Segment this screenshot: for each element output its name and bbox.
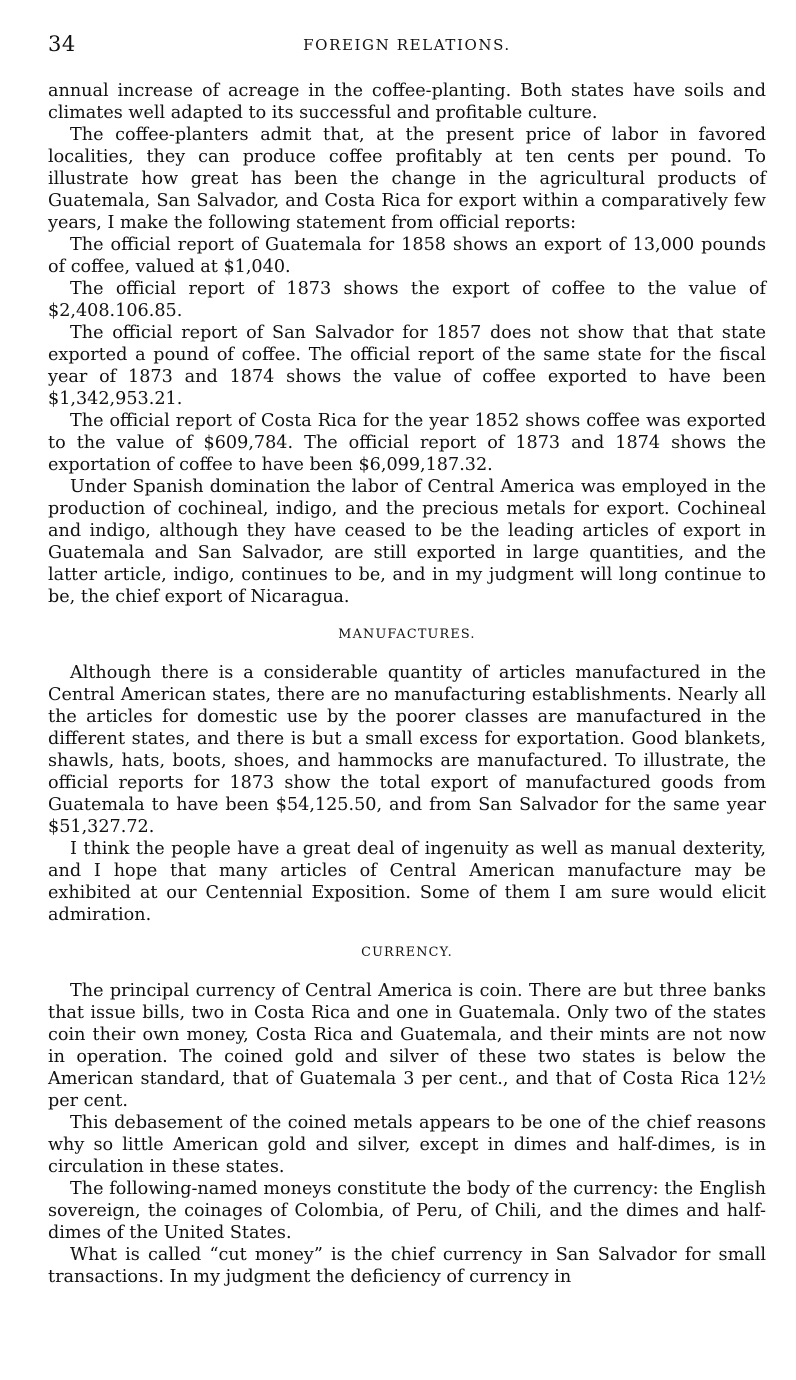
page-header [48, 32, 766, 64]
paragraph: The principal currency of Central America is coin. There are but three banks that issue bills, two in Costa Rica and one in Guatemala. Only two of the states coin their own money, Costa Rica and Guatemala, and their mints are not now in operation. The coined gold and silver of these two states is below the American standard, that of Guatemala 3 per cent., and that of Costa Rica 12½ per cent. [48, 981, 766, 1111]
section-heading-manufactures: MANUFACTURES. [338, 627, 476, 642]
intro-section [48, 80, 766, 608]
section-heading-currency: CURRENCY. [361, 945, 453, 960]
paragraph: What is called “cut money” is the chief currency in San Salvador for small transactions. In my judgment the deficiency of currency in [48, 1245, 766, 1287]
running-title: FOREIGN RELATIONS. [303, 36, 511, 54]
paragraph: The official report of Costa Rica for the year 1852 shows coffee was exported to the value of $609,784. The official report of 1873 and 1874 shows the exportation of coffee to have been $6,099,187.32. [48, 411, 766, 475]
paragraph: The official report of San Salvador for 1857 does not show that that state exported a pound of coffee. The official report of the same state for the fiscal year of 1873 and 1874 shows the value of coffee exported to have been $1,342,953.21. [48, 323, 766, 409]
paragraph: Under Spanish domination the labor of Central America was employed in the production of cochineal, indigo, and the precious metals for export. Cochineal and indigo, although they have ceased to be the leading articles of export in Guatemala and San Salvador, are still exported in large quantities, and the latter article, indigo, continues to be, and in my judgment will long continue to be, the chief export of Nicaragua. [48, 477, 766, 607]
paragraph: This debasement of the coined metals appears to be one of the chief reasons why so little American gold and silver, except in dimes and half-dimes, is in circulation in these states. [48, 1113, 766, 1177]
page-number: 34 [48, 32, 76, 56]
paragraph: The official report of 1873 shows the export of coffee to the value of $2,408.106.85. [48, 279, 766, 321]
paragraph: The following-named moneys constitute the body of the currency: the English sovereign, the coinages of Colombia, of Peru, of Chili, and the dimes and half-dimes of the United States. [48, 1179, 766, 1243]
document-page [48, 32, 766, 1288]
paragraph: I think the people have a great deal of ingenuity as well as manual dexterity, and I hope that many articles of Central American manufacture may be exhibited at our Centennial Exposition. Some of them I am sure would elicit admiration. [48, 839, 766, 925]
paragraph: Although there is a considerable quantity of articles manufactured in the Central American states, there are no manufacturing establishments. Nearly all the articles for domestic use by the poorer classes are manufactured in the different states, and there is but a small excess for exportation. Good blankets, shawls, hats, boots, shoes, and hammocks are manufactured. To illustrate, the official reports for 1873 show the total export of manufactured goods from Guatemala to have been $54,125.50, and from San Salvador for the same year $51,327.72. [48, 663, 766, 837]
paragraph: annual increase of acreage in the coffee-planting. Both states have soils and climates well adapted to its successful and profitable culture. [48, 81, 766, 123]
paragraph: The official report of Guatemala for 1858 shows an export of 13,000 pounds of coffee, valued at $1,040. [48, 235, 766, 277]
manufactures-section [48, 627, 766, 926]
currency-section [48, 945, 766, 1288]
paragraph: The coffee-planters admit that, at the present price of labor in favored localities, they can produce coffee profitably at ten cents per pound. To illustrate how great has been the change in the agricultural products of Guatemala, San Salvador, and Costa Rica for export within a comparatively few years, I make the following statement from official reports: [48, 125, 766, 233]
